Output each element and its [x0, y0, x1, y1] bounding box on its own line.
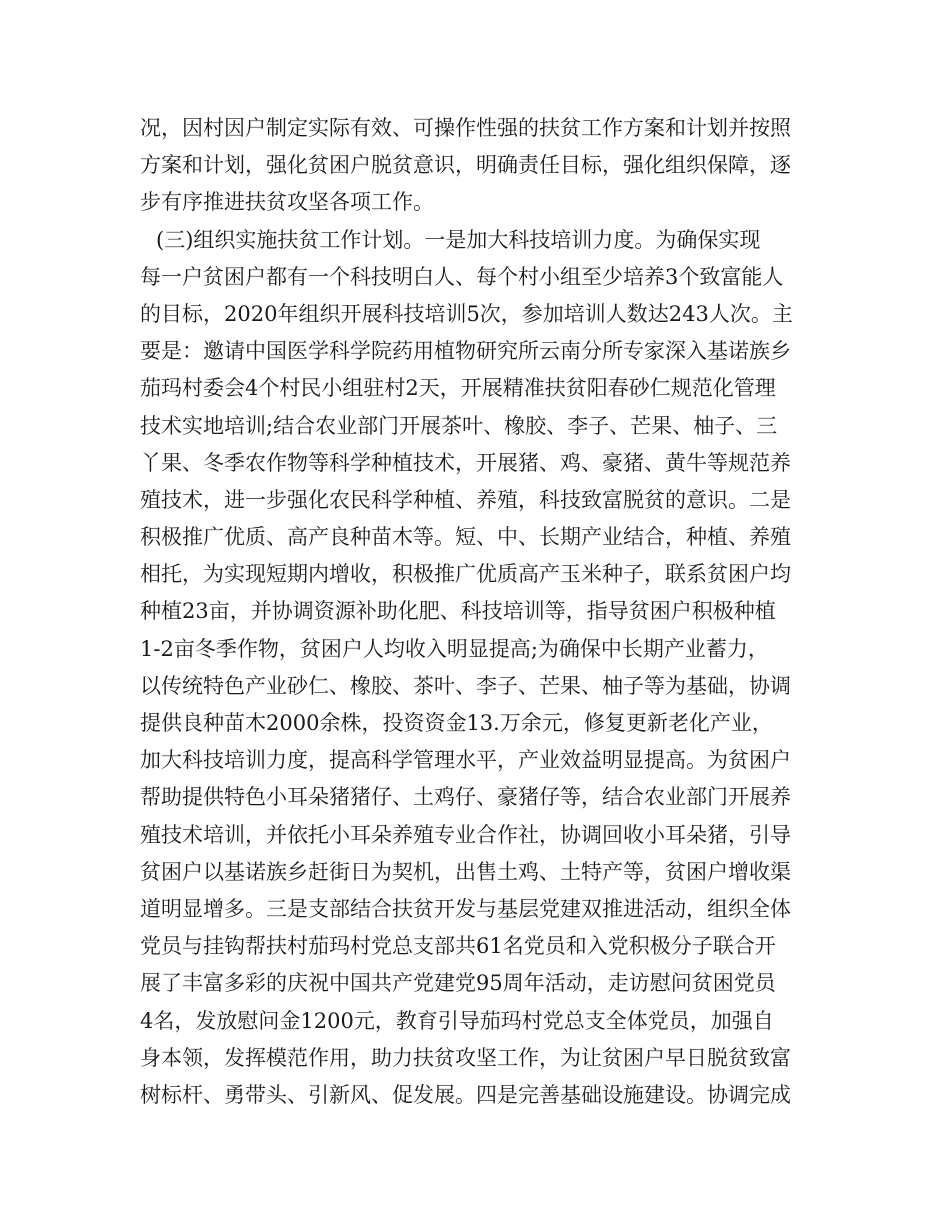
text-line: 相托，为实现短期内增收，积极推广优质高产玉米种子，联系贫困户均 — [140, 562, 791, 587]
text-line: 殖技术培训，并依托小耳朵养殖专业合作社，协调回收小耳朵猪，引导 — [140, 822, 791, 847]
text-line: 殖技术，进一步强化农民科学种植、养殖，科技致富脱贫的意识。二是 — [140, 487, 791, 512]
text-line: 丫果、冬季农作物等科学种植技术，开展猪、鸡、豪猪、黄牛等规范养 — [140, 450, 791, 475]
text-line: 展了丰富多彩的庆祝中国共产党建党95周年活动，走访慰问贫困党员 — [140, 971, 776, 996]
paragraph-start-line: (三)组织实施扶贫工作计划。一是加大科技培训力度。为确保实现 — [156, 227, 761, 252]
text-line: 帮助提供特色小耳朵猪猪仔、土鸡仔、豪猪仔等，结合农业部门开展养 — [140, 785, 791, 810]
text-line: 道明显增多。三是支部结合扶贫开发与基层党建双推进活动，组织全体 — [140, 896, 791, 921]
text-line: 每一户贫困户都有一个科技明白人、每个村小组至少培养3个致富能人 — [140, 264, 784, 289]
text-line: 技术实地培训;结合农业部门开展茶叶、橡胶、李子、芒果、柚子、三 — [140, 413, 778, 438]
text-line: 加大科技培训力度，提高科学管理水平，产业效益明显提高。为贫困户 — [140, 748, 791, 773]
text-line: 种植23亩，并协调资源补助化肥、科技培训等，指导贫困户积极种植 — [140, 599, 776, 624]
text-line: 方案和计划，强化贫困户脱贫意识，明确责任目标，强化组织保障，逐 — [140, 153, 791, 178]
text-line: 步有序推进扶贫攻坚各项工作。 — [140, 190, 434, 215]
text-line: 身本领，发挥模范作用，助力扶贫攻坚工作，为让贫困户早日脱贫致富 — [140, 1045, 791, 1070]
text-line: 况，因村因户制定实际有效、可操作性强的扶贫工作方案和计划并按照 — [140, 116, 791, 140]
text-line: 以传统特色产业砂仁、橡胶、茶叶、李子、芒果、柚子等为基础，协调 — [140, 673, 791, 698]
text-line: 提供良种苗木2000余株，投资资金13.万余元，修复更新老化产业， — [140, 711, 773, 735]
text-line: 茄玛村委会4个村民小组驻村2天，开展精准扶贫阳春砂仁规范化管理 — [140, 376, 776, 401]
text-line: 1-2亩冬季作物，贫困户人均收入明显提高;为确保中长期产业蓄力， — [140, 636, 769, 661]
text-line: 树标杆、勇带头、引新风、促发展。四是完善基础设施建设。协调完成 — [140, 1082, 791, 1107]
body-text — [140, 110, 820, 1114]
text-line: 4名，发放慰问金1200元，教育引导茄玛村党总支全体党员，加强自 — [140, 1008, 774, 1033]
text-line: 的目标，2020年组织开展科技培训5次，参加培训人数达243人次。主 — [140, 301, 793, 326]
text-line: 党员与挂钩帮扶村茄玛村党总支部共61名党员和入党积极分子联合开 — [140, 934, 776, 959]
text-line: 贫困户以基诺族乡赶街日为契机，出售土鸡、土特产等，贫困户增收渠 — [140, 859, 791, 884]
text-line: 积极推广优质、高产良种苗木等。短、中、长期产业结合，种植、养殖 — [140, 525, 791, 550]
text-line: 要是：邀请中国医学科学院药用植物研究所云南分所专家深入基诺族乡 — [140, 339, 791, 364]
